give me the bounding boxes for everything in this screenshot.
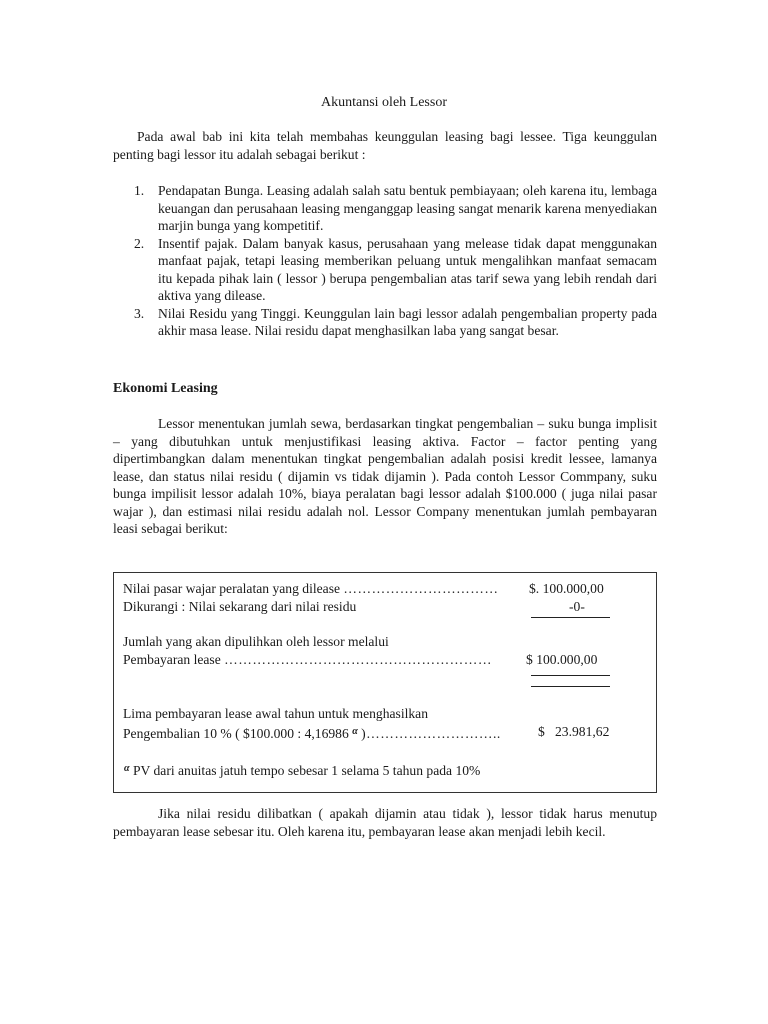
fair-value-label: Nilai pasar wajar peralatan yang dilease — [123, 581, 341, 596]
lease-payment-label: Pembayaran lease — [123, 652, 221, 667]
residual-row: Dikurangi : Nilai sekarang dari nilai residu — [123, 599, 357, 614]
alpha-footnote-symbol: α — [124, 763, 130, 774]
body-paragraph: Lessor menentukan jumlah sewa, berdasarkan tingkat pengembalian – suku bunga implisit – yang dibutuhkan untuk menjustifikasi leasing aktiva. Factor – factor penting yang dipertimbangkan dalam menentukan tingkat pengembalian adalah posisi kredit lessee, lamanya lease, dan status nilai residu ( dijamin vs tidak dijamin ). Pada contoh Lessor Commpany, suku bunga impilisit lessor adalah 10%, biaya peralatan bagi lessor adalah $100.000 ( juga nilai pasar wajar ), dan estimasi nilai residu adalah nol. Lessor Company menentukan jumlah pembayaran leasi sebagai berikut: — [113, 416, 657, 536]
fair-value-row — [123, 580, 498, 598]
list-item-number: 1. — [134, 183, 145, 198]
list-item — [113, 182, 657, 235]
lease-payment-row — [123, 651, 492, 669]
document-title: Akuntansi oleh Lessor — [321, 95, 447, 110]
lease-payment-amount: $ 100.000,00 — [526, 652, 598, 667]
calculation-box — [113, 572, 657, 793]
alpha-footnote-marker: α — [352, 726, 358, 737]
list-item-number: 2. — [134, 235, 145, 251]
annual-payment-amount: $ 23.981,62 — [538, 724, 610, 739]
list-item-text: Pendapatan Bunga. Leasing adalah salah satu bentuk pembiayaan; oleh karena itu, lembaga keuangan dan perusahaan leasing menganggap leasing sangat menarik karena menyediakan marjin bunga yang kompetitif. — [158, 183, 657, 233]
total-underline-2 — [531, 686, 610, 687]
list-item-text: Nilai Residu yang Tinggi. Keunggulan lain bagi lessor adalah pengembalian property pada akhir masa lease. Nilai residu dapat menghasilkan laba yang sangat besar. — [158, 305, 657, 338]
subtotal-underline — [531, 617, 610, 618]
list-item-text: Insentif pajak. Dalam banyak kasus, perusahaan yang melease tidak dapat menggunakan manfaat pajak, tetapi leasing memberikan peluang untuk mengalihkan manfaat semacam itu kepada pihak lain ( lessor ) berupa pengembalian atas tarif sewa yang lebih rendah dari aktiva yang dilease. — [158, 235, 657, 303]
residual-amount: -0- — [569, 599, 585, 614]
list-item-number: 3. — [134, 305, 145, 321]
closing-paragraph: Jika nilai residu dilibatkan ( apakah dijamin atau tidak ), lessor tidak harus menutup pembayaran lease sebesar itu. Oleh karena itu, pembayaran lease akan menjadi lebih kecil. — [113, 806, 657, 839]
fair-value-amount: $. 100.000,00 — [529, 581, 604, 596]
annual-payment-label: Pengembalian 10 % ( $100.000 : 4,16986 — [123, 726, 349, 741]
lease-payment-dots: ………………………………………………… — [224, 652, 492, 667]
recover-row: Jumlah yang akan dipulihkan oleh lessor melalui — [123, 634, 389, 649]
fair-value-dots: …………………………… — [343, 581, 499, 596]
annual-payment-row — [123, 723, 501, 743]
annual-payment-dots: )……………………….. — [361, 726, 501, 741]
list-item — [113, 235, 657, 305]
total-underline-1 — [531, 675, 610, 676]
section-heading: Ekonomi Leasing — [113, 381, 218, 396]
intro-paragraph: Pada awal bab ini kita telah membahas keunggulan leasing bagi lessee. Tiga keunggulan penting bagi lessor itu adalah sebagai berikut : — [113, 129, 657, 162]
advantages-list — [113, 182, 657, 340]
footnote-text: PV dari anuitas jatuh tempo sebesar 1 selama 5 tahun pada 10% — [132, 763, 481, 778]
five-payments-row: Lima pembayaran lease awal tahun untuk menghasilkan — [123, 706, 428, 721]
footnote — [124, 760, 480, 780]
list-item — [113, 305, 657, 340]
